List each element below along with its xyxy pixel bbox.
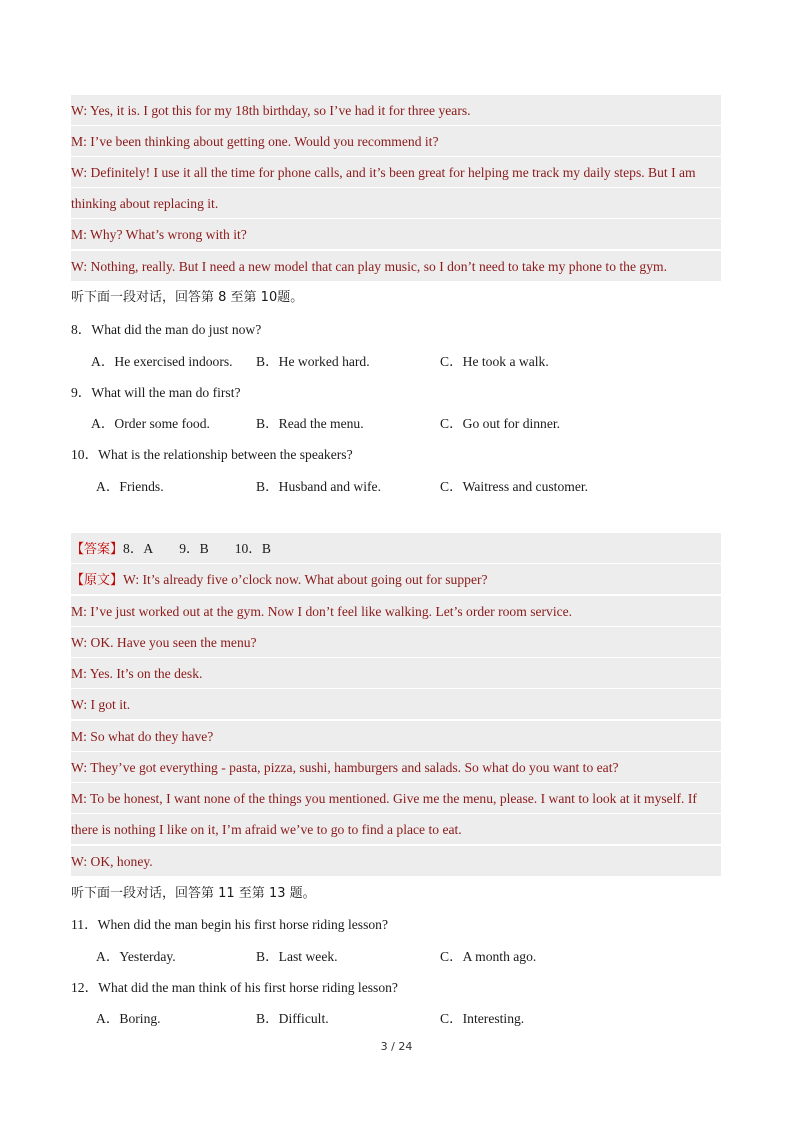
section-intro: 听下面一段对话，回答第 11 至第 13 题。 [71,886,316,901]
transcript-line: there is nothing I like on it, I’m afraid we’ve to go to find a place to eat. [71,814,721,845]
question-10-option-a: A．Friends. [96,479,164,494]
transcript-line: M: To be honest, I want none of the things you mentioned. Give me the menu, please. I want to look at it myself. If [71,783,721,814]
transcript-text: W: It’s already five o’clock now. What about going out for supper? [123,572,488,587]
section-intro: 听下面一段对话，回答第 8 至第 10题。 [71,290,304,305]
answer-line [71,533,721,564]
answer-8: 8．A [123,541,154,556]
page-number: 3 / 24 [380,1040,413,1053]
question-12-option-c: C．Interesting. [440,1011,525,1026]
dialogue-line: W: Yes, it is. I got this for my 18th birthday, so I’ve had it for three years. [71,95,721,126]
dialogue-line: thinking about replacing it. [71,188,721,219]
transcript-line: M: So what do they have? [71,721,721,752]
answer-9: 9．B [179,541,209,556]
answer-label: 【答案】 [71,542,124,557]
question-11-stem: 11．When did the man begin his first horse riding lesson? [71,917,389,932]
dialogue-line: W: Definitely! I use it all the time for phone calls, and it’s been great for helping me track my daily steps. But I am [71,157,721,188]
question-8-option-a: A．He exercised indoors. [91,354,233,369]
question-12-stem: 12．What did the man think of his first horse riding lesson? [71,980,398,995]
transcript-label: 【原文】 [71,573,124,588]
question-11-option-b: B．Last week. [256,949,338,964]
question-11-option-a: A．Yesterday. [96,949,176,964]
transcript-line: M: Yes. It’s on the desk. [71,658,721,689]
transcript-line: M: I’ve just worked out at the gym. Now I don’t feel like walking. Let’s order room service. [71,596,721,627]
question-9-option-b: B．Read the menu. [256,416,364,431]
transcript-line: W: They’ve got everything - pasta, pizza, sushi, hamburgers and salads. So what do you want to eat? [71,752,721,783]
dialogue-line: M: I’ve been thinking about getting one. Would you recommend it? [71,126,721,157]
answer-10: 10．B [234,541,271,556]
question-8-option-b: B．He worked hard. [256,354,370,369]
question-9-option-c: C．Go out for dinner. [440,416,561,431]
transcript-line [71,564,721,595]
question-9-stem: 9．What will the man do first? [71,385,241,400]
question-10-option-b: B．Husband and wife. [256,479,381,494]
dialogue-line: M: Why? What’s wrong with it? [71,219,721,250]
question-10-stem: 10．What is the relationship between the speakers? [71,447,353,462]
question-11-option-c: C．A month ago. [440,949,537,964]
question-8-option-c: C．He took a walk. [440,354,549,369]
question-9-option-a: A．Order some food. [91,416,210,431]
question-12-option-b: B．Difficult. [256,1011,329,1026]
transcript-line: W: OK. Have you seen the menu? [71,627,721,658]
question-8-stem: 8．What did the man do just now? [71,322,262,337]
question-12-option-a: A．Boring. [96,1011,161,1026]
dialogue-line: W: Nothing, really. But I need a new model that can play music, so I don’t need to take my phone to the gym. [71,251,721,282]
question-10-option-c: C．Waitress and customer. [440,479,589,494]
transcript-line: W: I got it. [71,689,721,720]
transcript-line: W: OK, honey. [71,846,721,877]
